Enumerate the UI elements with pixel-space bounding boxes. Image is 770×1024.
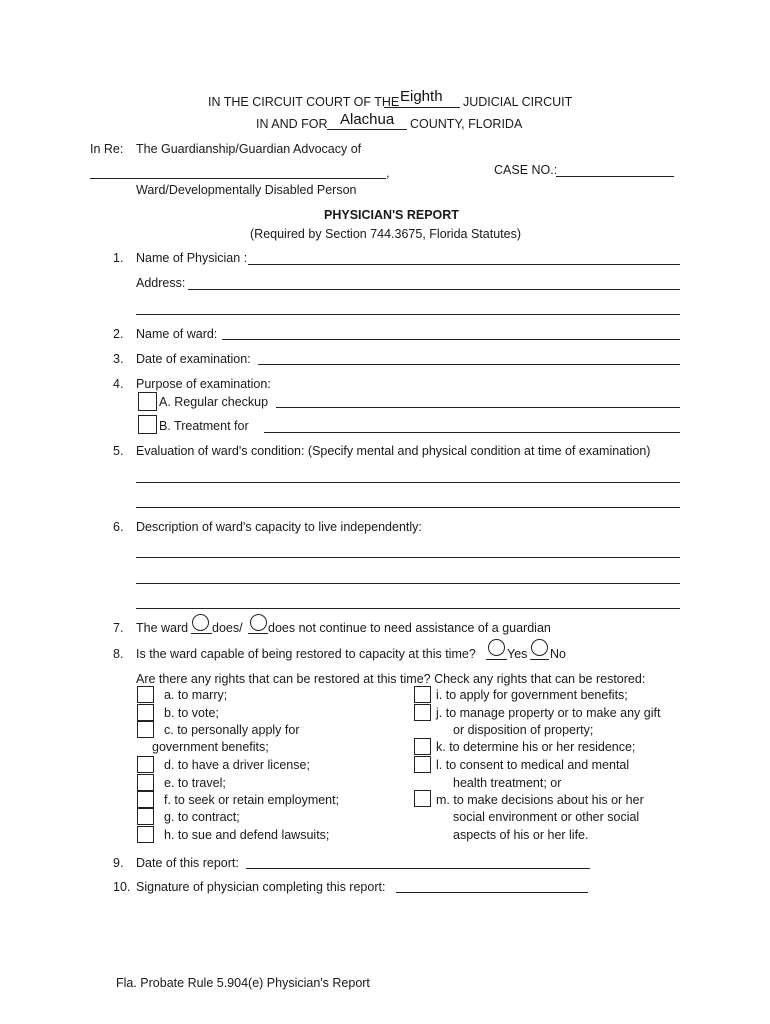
capacity-line-2[interactable] [136,583,680,584]
right-travel-checkbox[interactable] [137,774,154,791]
footer-rule: Fla. Probate Rule 5.904(e) Physician's Report [116,976,370,990]
ward-label: Ward/Developmentally Disabled Person [136,183,357,197]
evaluation-line-2[interactable] [136,507,680,508]
ward-prefix-text: The ward [136,621,189,635]
case-no-label: CASE NO.: [494,163,558,177]
right-contract-checkbox[interactable] [137,808,154,825]
county-suffix: COUNTY, FLORIDA [410,117,523,131]
in-re-text: The Guardianship/Guardian Advocacy of [136,142,362,156]
right-contract-label: g. to contract; [164,810,240,824]
ward-name-line[interactable] [90,178,386,179]
treatment-line[interactable] [264,432,680,433]
right-manage-property-label-cont: or disposition of property; [453,723,594,737]
right-residence-checkbox[interactable] [414,738,431,755]
capacity-line-3[interactable] [136,608,680,609]
no-radio[interactable] [531,639,548,656]
rights-question: Are there any rights that can be restored at this time? Check any rights that can be restored: [136,672,646,686]
address-line-1[interactable] [188,289,680,290]
in-re-label: In Re: [90,142,124,156]
capacity-line-1[interactable] [136,557,680,558]
restored-question: Is the ward capable of being restored to capacity at this time? [136,647,476,661]
does-not-label: does not continue to need assistance of a guardian [268,621,551,635]
ward-line-comma: , [386,166,390,180]
yes-answer-line[interactable] [486,659,507,660]
right-gov-benefits-checkbox[interactable] [414,686,431,703]
capacity-label: Description of ward's capacity to live independently: [136,520,422,534]
right-sue-label: h. to sue and defend lawsuits; [164,828,330,842]
physician-name-label: Name of Physician : [136,251,248,265]
address-line-2[interactable] [136,314,680,315]
right-employment-checkbox[interactable] [137,791,154,808]
right-medical-treatment-label-cont: health treatment; or [453,776,562,790]
right-medical-treatment-label: l. to consent to medical and mental [436,758,630,772]
right-residence-label: k. to determine his or her residence; [436,740,636,754]
right-employment-label: f. to seek or retain employment; [164,793,340,807]
report-subtitle: (Required by Section 744.3675, Florida Statutes) [250,227,521,241]
signature-line[interactable] [396,892,588,893]
report-date-label: Date of this report: [136,856,239,870]
item-number-6: 6. [113,520,124,534]
item-number-5: 5. [113,444,124,458]
report-date-line[interactable] [246,868,590,869]
right-travel-label: e. to travel; [164,776,226,790]
item-number-10: 10. [113,880,131,894]
right-gov-benefits-label: i. to apply for government benefits; [436,688,628,702]
treatment-checkbox[interactable] [138,415,157,434]
item-number-1: 1. [113,251,124,265]
circuit-value[interactable]: Eighth [400,88,443,105]
does-radio[interactable] [192,614,209,631]
evaluation-line-1[interactable] [136,482,680,483]
regular-checkup-label: A. Regular checkup [159,395,269,409]
right-sue-checkbox[interactable] [137,826,154,843]
treatment-label: B. Treatment for [159,419,249,433]
right-marry-checkbox[interactable] [137,686,154,703]
right-apply-benefits-label-cont: government benefits; [152,740,269,754]
purpose-label: Purpose of examination: [136,377,271,391]
does-answer-line[interactable] [191,633,212,634]
item-number-2: 2. [113,327,124,341]
item-number-8: 8. [113,647,124,661]
does-label: does/ [212,621,243,635]
address-label: Address: [136,276,186,290]
county-prefix: IN AND FOR [256,117,328,131]
signature-label: Signature of physician completing this report: [136,880,386,894]
right-marry-label: a. to marry; [164,688,228,702]
no-answer-line[interactable] [530,659,549,660]
evaluation-label: Evaluation of ward's condition: (Specify mental and physical condition at time of examination) [136,444,651,458]
circuit-field-line[interactable] [384,107,460,108]
right-social-environment-checkbox[interactable] [414,790,431,807]
right-vote-checkbox[interactable] [137,704,154,721]
right-social-environment-label-cont2: aspects of his or her life. [453,828,589,842]
does-not-radio[interactable] [250,614,267,631]
right-vote-label: b. to vote; [164,706,219,720]
does-not-answer-line[interactable] [248,633,268,634]
item-number-9: 9. [113,856,124,870]
case-no-line[interactable] [556,176,674,177]
physician-name-line[interactable] [248,264,680,265]
right-driver-license-label: d. to have a driver license; [164,758,310,772]
right-manage-property-checkbox[interactable] [414,704,431,721]
regular-checkup-line[interactable] [276,407,680,408]
court-prefix: IN THE CIRCUIT COURT OF THE [208,95,400,109]
ward-name-label: Name of ward: [136,327,218,341]
item-number-4: 4. [113,377,124,391]
regular-checkup-checkbox[interactable] [138,392,157,411]
report-title: PHYSICIAN'S REPORT [324,208,459,222]
yes-radio[interactable] [488,639,505,656]
item-number-3: 3. [113,352,124,366]
right-apply-benefits-checkbox[interactable] [137,721,154,738]
right-medical-treatment-checkbox[interactable] [414,756,431,773]
exam-date-label: Date of examination: [136,352,251,366]
right-social-environment-label: m. to make decisions about his or her [436,793,644,807]
no-label: No [550,647,566,661]
right-social-environment-label-cont: social environment or other social [453,810,640,824]
right-apply-benefits-label: c. to personally apply for [164,723,300,737]
right-manage-property-label: j. to manage property or to make any gift [436,706,661,720]
ward-name-field-line[interactable] [222,339,680,340]
item-number-7: 7. [113,621,124,635]
court-suffix: JUDICIAL CIRCUIT [463,95,573,109]
exam-date-line[interactable] [258,364,680,365]
county-value[interactable]: Alachua [340,111,395,128]
yes-label: Yes [507,647,528,661]
right-driver-license-checkbox[interactable] [137,756,154,773]
county-field-line[interactable] [327,129,407,130]
